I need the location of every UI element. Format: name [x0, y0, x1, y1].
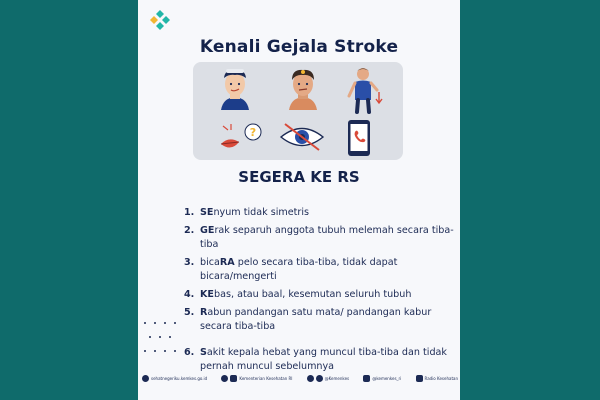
logo-icon [148, 8, 172, 32]
globe-icon [142, 375, 149, 382]
tiktok-icon [316, 375, 323, 382]
eye-crossed-icon [277, 120, 327, 154]
list-item: 2. GErak separuh anggota tubuh melemah secara tiba-tiba [184, 225, 454, 250]
footer-website[interactable]: sehatnegeriku.kemkes.go.id [142, 375, 207, 382]
poster-subtitle: SEGERA KE RS [238, 168, 360, 186]
twitter-icon [307, 375, 314, 382]
decor-dots [144, 322, 184, 356]
list-item: 5. Rabun pandangan satu mata/ pandangan kabur secara tiba-tiba [184, 307, 432, 332]
instagram-icon [363, 375, 370, 382]
list-item: 4. KEbas, atau baal, kesemutan seluruh tubuh [184, 289, 412, 300]
svg-text:?: ? [249, 126, 257, 139]
footer-tiktok[interactable]: @Kemenkes [307, 375, 350, 382]
facebook-icon [221, 375, 228, 382]
social-footer [142, 372, 458, 384]
list-item: 3. bicaRA pelo secara tiba-tiba, tidak dapat bicara/mengerti [184, 257, 398, 282]
symptom-list [184, 206, 454, 378]
footer-radio[interactable]: Radio Kesehatan [416, 375, 458, 382]
list-item: 6. Sakit kepala hebat yang muncul tiba-tiba dan tidak pernah muncul sebelumnya [184, 347, 447, 372]
poster-title: Kenali Gejala Stroke [199, 37, 399, 57]
face-icon [213, 66, 257, 110]
head-icon [281, 66, 325, 110]
list-item: 1. SEnyum tidak simetris [184, 207, 309, 218]
lips-question-icon [209, 118, 265, 158]
symptom-illustrations [193, 62, 403, 160]
body-weakness-icon [341, 66, 385, 114]
youtube-icon [230, 375, 237, 382]
footer-youtube[interactable]: Kementerian Kesehatan RI [221, 375, 292, 382]
stroke-poster [138, 0, 460, 400]
footer-instagram[interactable]: @kemenkes_ri [363, 375, 401, 382]
radio-icon [416, 375, 423, 382]
phone-call-icon [345, 118, 373, 158]
